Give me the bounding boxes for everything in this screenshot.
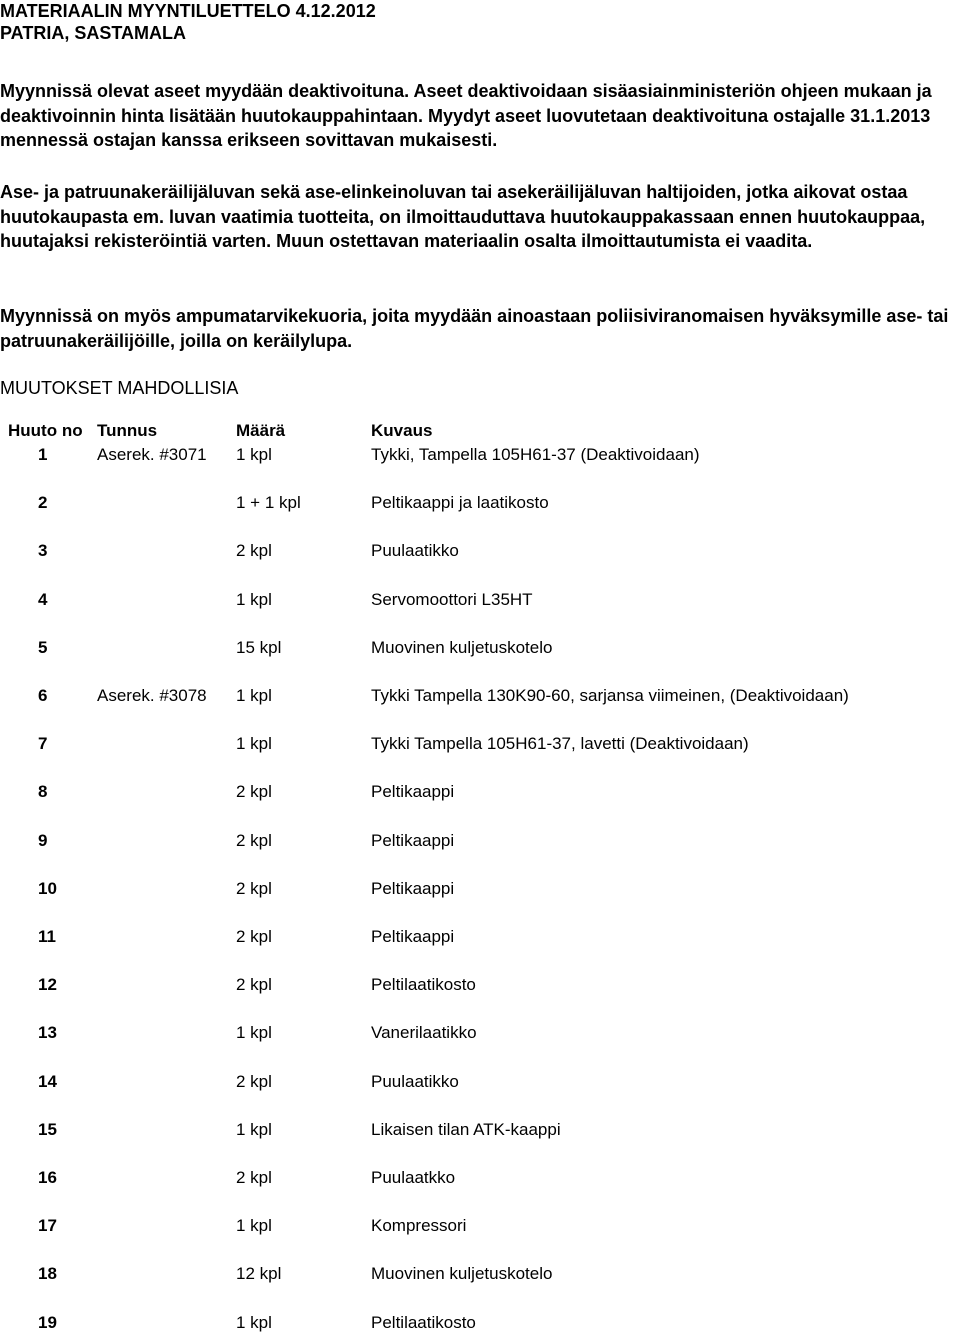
table-row (0, 925, 960, 949)
item-number: 16 (38, 1168, 57, 1187)
item-description: Puulaatkko (371, 1168, 456, 1187)
table-row (0, 1021, 960, 1045)
table-row (0, 732, 960, 756)
item-quantity: 2 kpl (236, 1071, 272, 1091)
item-quantity: 1 + 1 kpl (236, 493, 301, 513)
table-row (0, 1311, 960, 1335)
item-description: Peltikaappi (371, 830, 455, 850)
header-maara: Määrä (236, 421, 286, 440)
table-row (0, 539, 960, 563)
item-quantity: 1 kpl (236, 734, 272, 754)
item-tunnus: Aserek. #3078 (97, 686, 207, 705)
table-row (0, 1118, 960, 1142)
item-description: Peltikaappi ja laatikosto (371, 493, 549, 513)
item-number: 3 (38, 541, 48, 561)
item-quantity: 1 kpl (236, 1216, 272, 1236)
item-description: Tykki Tampella 130K90-60, sarjansa viimeinen, (Deaktivoidaan) (371, 686, 849, 705)
item-quantity: 1 kpl (236, 589, 272, 609)
table-row (0, 1166, 960, 1190)
item-description: Peltilaatikosto (371, 975, 476, 995)
item-number: 4 (38, 589, 48, 609)
table-row (0, 1262, 960, 1286)
table-row (0, 684, 960, 708)
table-header (0, 419, 960, 443)
header-huuto-no: Huuto no (8, 421, 83, 440)
item-number: 5 (38, 637, 48, 657)
item-number: 11 (38, 927, 56, 946)
item-number: 6 (38, 686, 48, 705)
item-description: Likaisen tilan ATK-kaappi (371, 1119, 561, 1139)
table-row (0, 877, 960, 901)
item-description: Peltilaatikosto (371, 1312, 476, 1332)
item-quantity: 2 kpl (236, 1168, 272, 1187)
item-quantity: 1 kpl (236, 445, 272, 464)
item-description: Peltikaappi (371, 927, 455, 946)
item-quantity: 1 kpl (236, 1023, 272, 1043)
document-title: MATERIAALIN MYYNTILUETTELO 4.12.2012 (0, 1, 376, 21)
item-number: 12 (38, 975, 57, 995)
table-row (0, 491, 960, 515)
item-number: 2 (38, 493, 48, 513)
table-row (0, 636, 960, 660)
item-number: 15 (38, 1119, 57, 1139)
item-description: Servomoottori L35HT (371, 589, 533, 609)
item-quantity: 2 kpl (236, 927, 272, 946)
items-table (0, 419, 960, 1332)
header-tunnus: Tunnus (97, 421, 158, 440)
item-description: Puulaatikko (371, 1071, 459, 1091)
item-description: Peltikaappi (371, 782, 455, 802)
item-number: 17 (38, 1216, 57, 1236)
item-number: 8 (38, 782, 48, 802)
item-number: 13 (38, 1023, 57, 1043)
item-description: Puulaatikko (371, 541, 459, 561)
item-quantity: 2 kpl (236, 541, 272, 561)
changes-notice: MUUTOKSET MAHDOLLISIA (0, 378, 239, 398)
table-row (0, 1070, 960, 1094)
item-description: Tykki, Tampella 105H61-37 (Deaktivoidaan) (371, 445, 700, 464)
item-number: 9 (38, 830, 48, 850)
item-tunnus: Aserek. #3071 (97, 445, 207, 464)
table-row (0, 829, 960, 853)
item-number: 1 (38, 445, 48, 464)
item-number: 19 (38, 1312, 57, 1332)
table-row (0, 588, 960, 612)
item-number: 10 (38, 878, 57, 898)
item-number: 7 (38, 734, 48, 754)
header-kuvaus: Kuvaus (371, 421, 433, 440)
item-quantity: 12 kpl (236, 1264, 282, 1284)
item-quantity: 1 kpl (236, 1312, 272, 1332)
item-description: Peltikaappi (371, 878, 455, 898)
item-quantity: 1 kpl (236, 686, 272, 705)
item-description: Kompressori (371, 1216, 467, 1236)
item-description: Muovinen kuljetuskotelo (371, 637, 553, 657)
document-subtitle: PATRIA, SASTAMALA (0, 23, 186, 43)
table-row (0, 443, 960, 467)
item-quantity: 15 kpl (236, 637, 282, 657)
item-quantity: 2 kpl (236, 878, 272, 898)
item-number: 14 (38, 1071, 57, 1091)
item-description: Tykki Tampella 105H61-37, lavetti (Deaktivoidaan) (371, 734, 749, 754)
item-description: Vanerilaatikko (371, 1023, 477, 1043)
item-quantity: 2 kpl (236, 782, 272, 802)
table-row (0, 1214, 960, 1238)
item-description: Muovinen kuljetuskotelo (371, 1264, 553, 1284)
paragraph-deactivation: Myynnissä olevat aseet myydään deaktivoituna. Aseet deaktivoidaan sisäasiainministeriön ohjeen mukaan ja deaktivoinnin hinta lisätään huutokauppahintaan. Myydyt aseet luovutetaan deaktivoituna ostajalle 31.1.2013 mennessä ostajan kanssa erikseen sovittavan mukaisesti. (0, 81, 932, 150)
table-row (0, 780, 960, 804)
item-number: 18 (38, 1264, 57, 1284)
table-row (0, 973, 960, 997)
item-quantity: 2 kpl (236, 830, 272, 850)
item-quantity: 1 kpl (236, 1119, 272, 1139)
paragraph-license-holders: Ase- ja patruunakeräilijäluvan sekä ase-elinkeinoluvan tai asekeräilijäluvan haltijoiden, jotka aikovat ostaa huutokaupasta em. luvan vaatimia tuotteita, on ilmoittauduttava huutokauppakassaan ennen huutokauppaa, huutajaksi rekisteröintiä varten. Muun ostettavan materiaalin osalta ilmoittautumista ei vaadita. (0, 182, 926, 251)
paragraph-ammunition-casings: Myynnissä on myös ampumatarvikekuoria, joita myydään ainoastaan poliisiviranomaisen hyväksymille ase- tai patruunakeräilijöille, joilla on keräilylupa. (0, 306, 949, 351)
item-quantity: 2 kpl (236, 975, 272, 995)
